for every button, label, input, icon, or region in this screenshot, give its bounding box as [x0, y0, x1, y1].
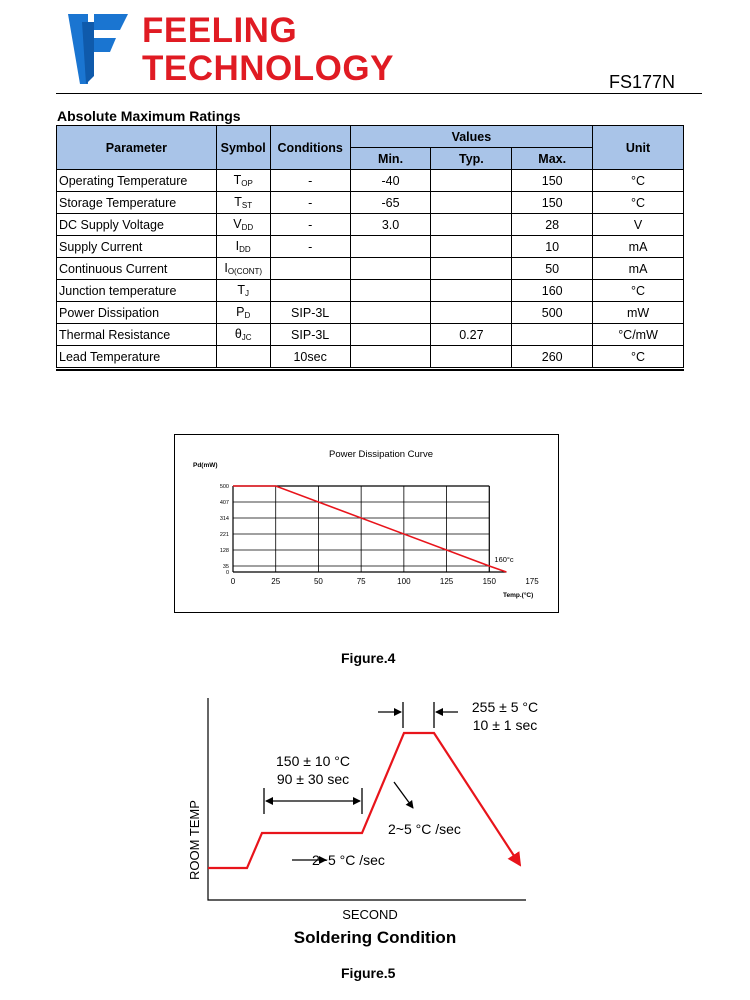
cell-max: 260: [512, 346, 593, 368]
chart-xlabel: Temp.(°C): [503, 592, 534, 599]
table-row: [57, 324, 684, 346]
peak-temp-label: 255 ± 5 °C: [471, 699, 539, 715]
cell-typ: [431, 258, 512, 280]
peak-time-label: 10 ± 1 sec: [472, 717, 538, 733]
cell-symbol: [216, 214, 270, 236]
cell-unit: °C: [593, 280, 684, 302]
page-header: [0, 0, 750, 100]
chart-title: Power Dissipation Curve: [328, 449, 434, 460]
table-row: [57, 346, 684, 368]
x-tick-label: 150: [482, 577, 496, 586]
cell-symbol: [216, 170, 270, 192]
cell-typ: 0.27: [431, 324, 512, 346]
table-row: [57, 280, 684, 302]
cell-min: -40: [350, 170, 431, 192]
company-logo-icon: [68, 14, 136, 86]
cell-typ: [431, 236, 512, 258]
absolute-maximum-ratings-table: [56, 125, 684, 368]
cell-min: -65: [350, 192, 431, 214]
y-tick-label: 35: [222, 563, 229, 570]
x-tick-label: 100: [397, 577, 411, 586]
cell-max: 150: [512, 192, 593, 214]
symbol-main: I: [224, 261, 228, 275]
cell-typ: [431, 214, 512, 236]
soldering-ylabel: ROOM TEMP: [187, 800, 202, 880]
y-tick-label: 407: [219, 499, 229, 506]
header-divider: [56, 93, 702, 94]
header-symbol: Symbol: [216, 126, 270, 170]
cell-max: 50: [512, 258, 593, 280]
cell-unit: °C/mW: [593, 324, 684, 346]
cell-symbol: [216, 258, 270, 280]
symbol-main: V: [233, 217, 242, 231]
cell-min: [350, 302, 431, 324]
symbol-subscript: DD: [241, 223, 254, 232]
cell-parameter: Continuous Current: [57, 258, 217, 280]
cell-unit: mW: [593, 302, 684, 324]
cell-typ: [431, 280, 512, 302]
cell-conditions: SIP-3L: [270, 324, 350, 346]
y-tick-label: 128: [219, 547, 229, 554]
symbol-subscript: DD: [239, 245, 251, 254]
preheat-time-label: 90 ± 30 sec: [276, 771, 350, 787]
ratings-body: [57, 170, 684, 368]
soldering-profile-diagram: [180, 690, 550, 930]
cell-min: [350, 280, 431, 302]
cell-conditions: SIP-3L: [270, 302, 350, 324]
cell-unit: °C: [593, 346, 684, 368]
y-tick-label: 500: [219, 484, 229, 490]
cell-min: [350, 324, 431, 346]
cell-min: [350, 236, 431, 258]
cell-min: [350, 258, 431, 280]
x-tick-label: 25: [271, 577, 281, 586]
x-tick-label: 175: [525, 577, 539, 586]
cell-conditions: -: [270, 214, 350, 236]
part-number: FS177N: [609, 72, 676, 92]
y-tick-label: 314: [219, 515, 229, 522]
table-row: [57, 170, 684, 192]
soldering-xlabel: SECOND: [342, 907, 398, 922]
cell-symbol: [216, 302, 270, 324]
cell-symbol: [216, 192, 270, 214]
table-row: [57, 258, 684, 280]
soldering-condition-title: Soldering Condition: [293, 928, 457, 947]
x-tick-label: 0: [230, 577, 236, 586]
cell-conditions: 10sec: [270, 346, 350, 368]
section-title: Absolute Maximum Ratings: [57, 108, 241, 124]
header-min: Min.: [350, 148, 431, 170]
brand-line-1: FEELING: [142, 11, 298, 50]
header-values: Values: [350, 126, 592, 148]
symbol-main: P: [236, 305, 245, 319]
cell-symbol: [216, 324, 270, 346]
symbol-main: I: [235, 239, 240, 253]
table-row: [57, 236, 684, 258]
y-tick-label: 0: [225, 570, 229, 576]
chart-ylabel: Pd(mW): [193, 462, 218, 469]
symbol-subscript: ST: [241, 201, 253, 210]
cell-max: 10: [512, 236, 593, 258]
header-unit: Unit: [593, 126, 684, 170]
header-conditions: Conditions: [270, 126, 350, 170]
cell-parameter: Storage Temperature: [57, 192, 217, 214]
brand-name: [142, 12, 394, 88]
soldering-profile-line: [208, 733, 520, 868]
symbol-main: T: [233, 173, 242, 187]
symbol-main: T: [237, 283, 246, 297]
cell-parameter: Junction temperature: [57, 280, 217, 302]
symbol-main: θ: [234, 327, 242, 341]
cell-min: [350, 346, 431, 368]
figure-4-caption: Figure.4: [341, 650, 396, 666]
series-line: [233, 486, 506, 572]
x-tick-label: 75: [356, 577, 366, 586]
cell-max: 150: [512, 170, 593, 192]
cell-parameter: Thermal Resistance: [57, 324, 217, 346]
cell-conditions: -: [270, 192, 350, 214]
cell-max: [512, 324, 593, 346]
cell-symbol: [216, 236, 270, 258]
cell-typ: [431, 170, 512, 192]
cell-unit: mA: [593, 236, 684, 258]
cell-typ: [431, 302, 512, 324]
table-row: [57, 302, 684, 324]
x-tick-label: 50: [313, 577, 323, 586]
cell-parameter: Supply Current: [57, 236, 217, 258]
cell-symbol: [216, 280, 270, 302]
power-dissipation-chart: [175, 435, 558, 612]
table-row: [57, 214, 684, 236]
cell-symbol: [216, 346, 270, 368]
cell-typ: [431, 346, 512, 368]
header-parameter: Parameter: [57, 126, 217, 170]
cell-unit: V: [593, 214, 684, 236]
cell-unit: °C: [593, 170, 684, 192]
ramp2-arrow: [394, 782, 413, 808]
table-row: [57, 192, 684, 214]
cell-conditions: [270, 280, 350, 302]
cell-conditions: -: [270, 170, 350, 192]
annotation-label: 160°c: [494, 555, 514, 565]
cell-max: 500: [512, 302, 593, 324]
x-tick-label: 125: [439, 577, 454, 586]
brand-line-2: TECHNOLOGY: [142, 49, 394, 88]
preheat-temp-label: 150 ± 10 °C: [276, 753, 350, 769]
cell-unit: mA: [593, 258, 684, 280]
header-max: Max.: [512, 148, 593, 170]
symbol-subscript: OP: [241, 179, 253, 188]
cell-max: 160: [512, 280, 593, 302]
symbol-subscript: O(CONT): [227, 267, 263, 276]
y-tick-label: 221: [219, 531, 229, 538]
symbol-subscript: JC: [241, 333, 252, 342]
power-dissipation-chart-frame: [174, 434, 559, 613]
ramp1-label: 2~5 °C /sec: [312, 852, 385, 868]
cell-typ: [431, 192, 512, 214]
ramp2-label: 2~5 °C /sec: [388, 821, 461, 837]
cell-parameter: Lead Temperature: [57, 346, 217, 368]
symbol-subscript: J: [245, 289, 250, 298]
cell-parameter: DC Supply Voltage: [57, 214, 217, 236]
symbol-subscript: D: [244, 311, 251, 320]
cell-conditions: [270, 258, 350, 280]
figure-5-caption: Figure.5: [341, 965, 396, 981]
cell-unit: °C: [593, 192, 684, 214]
header-typ: Typ.: [431, 148, 512, 170]
cell-parameter: Operating Temperature: [57, 170, 217, 192]
cell-conditions: -: [270, 236, 350, 258]
cell-max: 28: [512, 214, 593, 236]
symbol-main: T: [234, 195, 242, 209]
cell-parameter: Power Dissipation: [57, 302, 217, 324]
cell-min: 3.0: [350, 214, 431, 236]
